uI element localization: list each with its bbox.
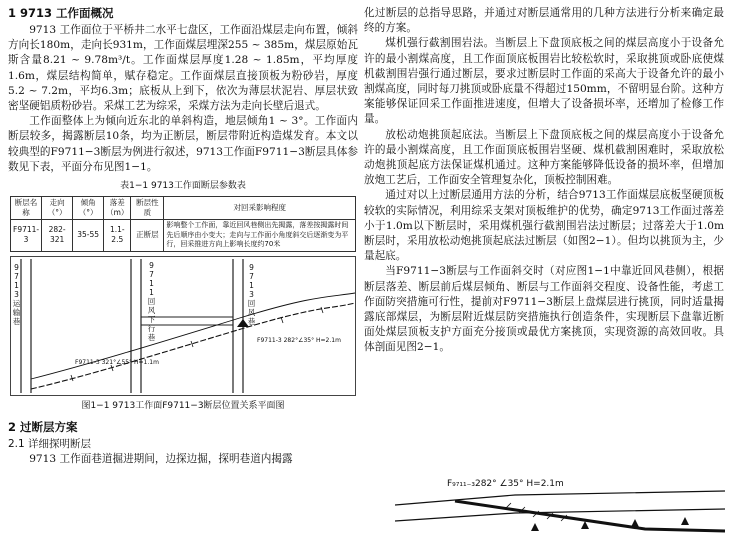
cell-throw: 1.1-2.5 xyxy=(104,220,131,252)
right-column xyxy=(364,0,724,356)
header-impact: 对回采影响程度 xyxy=(164,197,356,220)
cell-dip: 35-55 xyxy=(73,220,104,252)
label-fault-section: F₉₇₁₁₋₃282° ∠35° H=2.1m xyxy=(447,479,564,489)
cell-strike: 282-321 xyxy=(42,220,73,252)
header-throw: 落差（m） xyxy=(104,197,131,220)
label-return-roadway: 9713回风巷 xyxy=(247,262,256,326)
label-transport-roadway: 9713运输巷 xyxy=(12,262,21,326)
cell-impact: 影响整个工作面，靠近回风巷侧出先揭露，落差按揭露时间先后顺序由小变大；走向与工作面小角度斜交后逐渐变为平行，回采推进方向上影响长度约70米 xyxy=(164,220,356,252)
header-strike: 走向（°） xyxy=(42,197,73,220)
table-row xyxy=(11,220,356,252)
table-header-row xyxy=(11,197,356,220)
section-2-title: 2 过断层方案 xyxy=(8,419,78,434)
figure-1-1-plan-map xyxy=(10,256,356,396)
header-dip: 倾角（°） xyxy=(73,197,104,220)
header-nature: 断层性质 xyxy=(131,197,164,220)
subsection-2-1-title: 2.1 详细探明断层 xyxy=(8,437,92,450)
fault-parameter-table xyxy=(10,196,356,252)
plan-map-drawing xyxy=(11,257,355,395)
seam-roof-line xyxy=(395,491,725,505)
section-drawing xyxy=(395,465,725,540)
paragraph-oblique-crossing: 当F9711−3断层与工作面斜交时（对应图1−1中靠近回风巷侧），根据断层落差、断层前后煤层倾角、断层与工作面斜交程度、设备性能，考虑工作面防突措施可行性，提前对F9711−3断层上盘煤层进行挑顶，同时适量揭露底部煤层，为断层附近煤层防突措施执行创造条件，实现断层下盘靠近断面处煤层顶板支护方面充分接顶或最优方案挑顶，实现资源的高效回收。具体剖面见图2−1。 xyxy=(364,265,724,354)
paragraph-method-choice: 通过对以上过断层通用方法的分析，结合9713工作面煤层底板坚硬顶板较软的实际情况，利用综采支架对顶板维护的优势，确定9713工作面过落差小于1.0m以下断层时，采用煤机强行截割围岩法过断层；过落差大于1.0m断层时，采用放松动炮挑顶起底法过断层（如图2−1）。但均以挑顶为主，少量起底。 xyxy=(364,189,724,263)
label-fault-b: F9711-3 321°∠55° H=1.1m xyxy=(75,358,159,366)
label-fault-a: F9711-3 282°∠35° H=2.1m xyxy=(257,336,341,344)
paragraph-overview: 9713 工作面位于平桥井二水平七盘区，工作面沿煤层走向布置，倾斜方向长180m，走向长931m，工作面煤层埋深255 ~ 385m，煤层原始瓦斯含量8.21 ~ 9.78m³/t。工作面煤层厚度1.28 ~ 1.85m，平均厚度1.6m，煤层结构简单，赋存稳定。工作面煤层直接顶板为粉砂岩，厚度5.2 ~ 7.2m，平均6.3m；底板从上到下，依次为薄层状泥岩、厚层状致密坚硬铝质粉砂岩。采煤工艺为综采，采煤方法为走向长壁后退式。 xyxy=(8,24,358,113)
figure-1-1-caption: 图1−1 9713工作面F9711−3断层位置关系平面图 xyxy=(81,400,285,411)
header-fault-name: 断层名称 xyxy=(11,197,42,220)
paragraph-loosening-blast: 放松动炮挑顶起底法。当断层上下盘顶底板之间的煤层高度小于设备允许的最小割煤高度，且工作面顶底板围岩坚硬、煤机截割困难时，采取放松动炮挑顶起底方法保证煤机通过。这种方案能够降低设备的损坏率，但增加放炮工艺后，工作面安全管理复杂化，顶板控制困难。 xyxy=(364,128,724,187)
section-1-title: 1 9713 工作面概况 xyxy=(8,6,114,20)
label-return-down-roadway: 9711回风下行巷 xyxy=(147,260,156,342)
paragraph-structure: 工作面整体上为倾向近东北的单斜构造，地层倾角1 ~ 3°。工作面内断层较多，揭露断层10条，均为正断层，断层带附近构造煤发育。本文以较典型的F9711−3断层为例进行叙述，9713工作面F9711−3断层具体参数见下表，平面分布见图1−1。 xyxy=(8,115,358,173)
figure-2-1-section xyxy=(395,465,725,540)
cell-nature: 正断层 xyxy=(131,220,164,252)
left-column xyxy=(8,0,358,467)
paragraph-forced-cutting: 煤机强行截割围岩法。当断层上下盘顶底板之间的煤层高度小于设备允许的最小割煤高度，且工作面顶底板围岩比较松软时，采取挑顶或卧底使煤机截割围岩强行通过断层，要求过断层时工作面的采高大于设备允许的最小割煤高度，同时每刀挑顶或卧底量不得超过150mm，不留明显台阶。这种方案能够保证回采工作面推进速度，但增大了设备损坏率，还增加了检修工作量。 xyxy=(364,37,724,126)
fault-plane xyxy=(455,501,725,531)
table-caption: 表1−1 9713工作面断层参数表 xyxy=(120,181,246,192)
paragraph-exploration: 9713 工作面巷道掘进期间，边探边掘，探明巷道内揭露 xyxy=(29,452,293,465)
cell-fault-name: F9711-3 xyxy=(11,220,42,252)
paragraph-continuation: 化过断层的总指导思路，并通过对断层通常用的几种方法进行分析来确定最终的方案。 xyxy=(364,7,724,35)
